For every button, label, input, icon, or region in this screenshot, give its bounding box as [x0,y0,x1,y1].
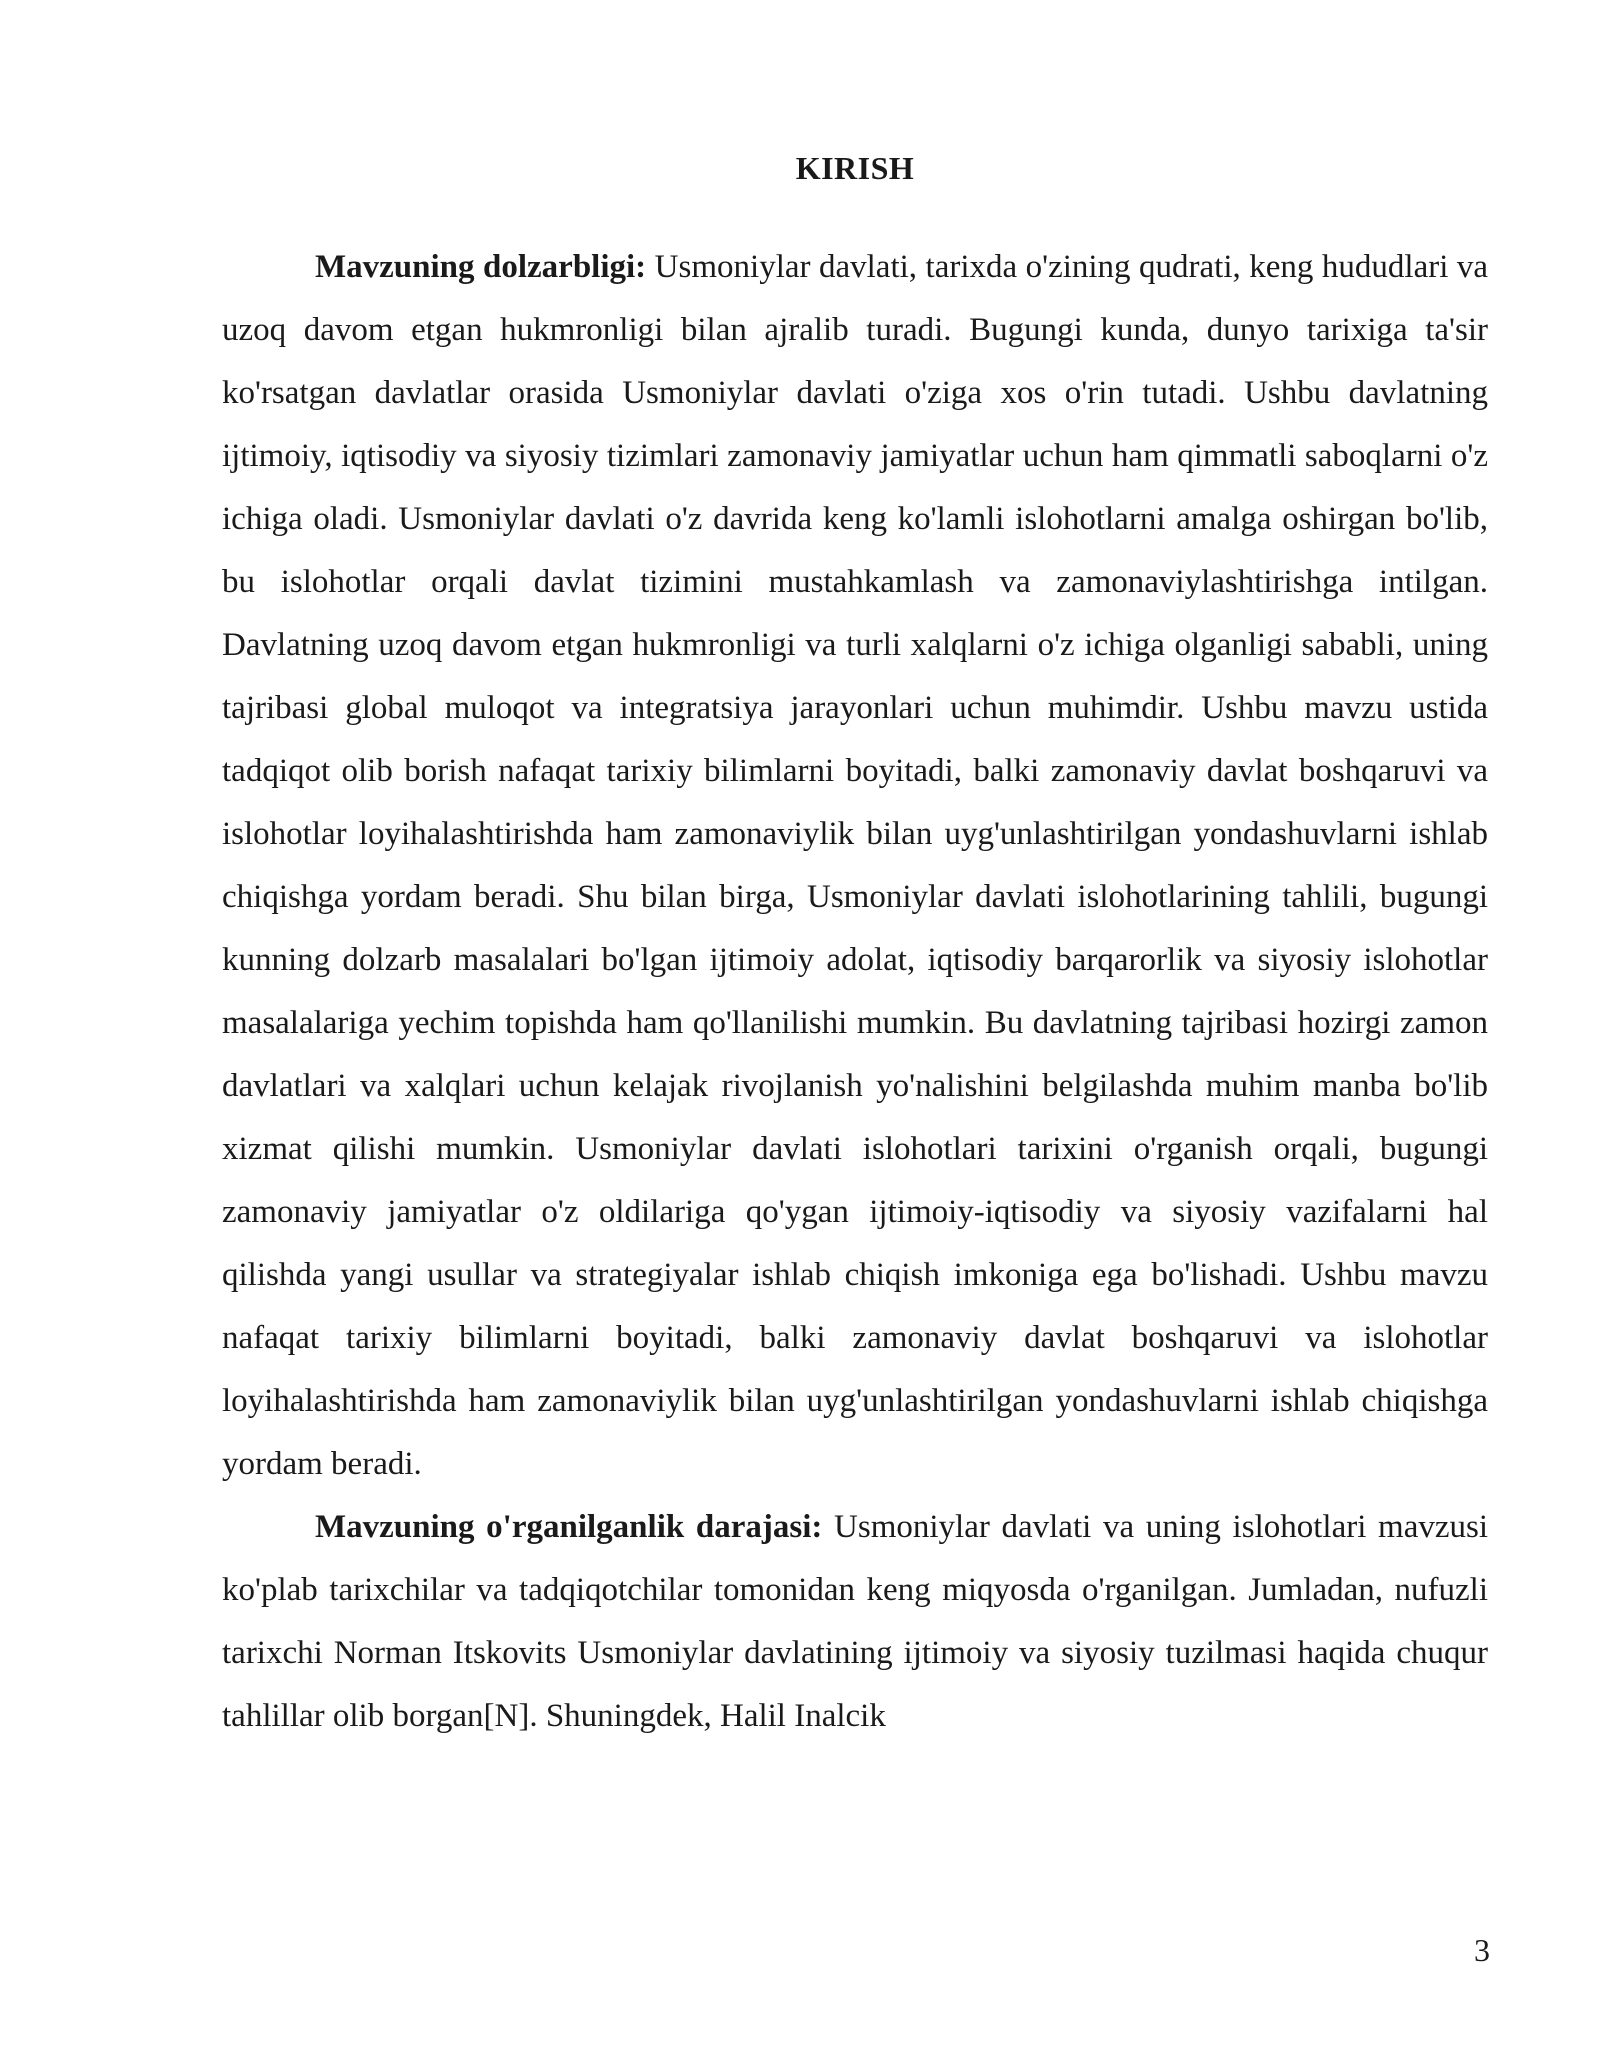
page-title: KIRISH [795,150,915,186]
body-text [222,236,1488,1748]
paragraph-lead: Mavzuning o'rganilganlik darajasi: [315,1509,823,1545]
paragraph-relevance [222,236,1488,1496]
paragraph-body: Usmoniylar davlati va uning islohotlari mavzusi ko'plab tarixchilar va tadqiqotchilar tomonidan keng miqyosda o'rganilgan. Jumladan, nufuzli tarixchi Norman Itskovits Usmoniylar davlatining ijtimoiy va siyosiy tuzilmasi haqida chuqur tahlillar olib borgan[N]. Shuningdek, Halil Inalcik [222,1509,1489,1734]
paragraph-lead: Mavzuning dolzarbligi: [315,249,647,285]
paragraph-study-level [222,1496,1488,1748]
paragraph-body: Usmoniylar davlati, tarixda o'zining qudrati, keng hududlari va uzoq davom etgan hukmronligi bilan ajralib turadi. Bugungi kunda, dunyo tarixiga ta'sir ko'rsatgan davlatlar orasida Usmoniylar davlati o'ziga xos o'rin tutadi. Ushbu davlatning ijtimoiy, iqtisodiy va siyosiy tizimlari zamonaviy jamiyatlar uchun ham qimmatli saboqlarni o'z ichiga oladi. Usmoniylar davlati o'z davrida keng ko'lamli islohotlarni amalga oshirgan bo'lib, bu islohotlar orqali davlat tizimini mustahkamlash va zamonaviylashtirishga intilgan. Davlatning uzoq davom etgan hukmronligi va turli xalqlarni o'z ichiga olganligi sababli, uning tajribasi global muloqot va integratsiya jarayonlari uchun muhimdir. Ushbu mavzu ustida tadqiqot olib borish nafaqat tarixiy bilimlarni boyitadi, balki zamonaviy davlat boshqaruvi va islohotlar loyihalashtirishda ham zamonaviylik bilan uyg'unlashtirilgan yondashuvlarni ishlab chiqishga yordam beradi. Shu bilan birga, Usmoniylar davlati islohotlarining tahlili, bugungi kunning dolzarb masalalari bo'lgan ijtimoiy adolat, iqtisodiy barqarorlik va siyosiy islohotlar masalalariga yechim topishda ham qo'llanilishi mumkin. Bu davlatning tajribasi hozirgi zamon davlatlari va xalqlari uchun kelajak rivojlanish yo'nalishini belgilashda muhim manba bo'lib xizmat qilishi mumkin. Usmoniylar davlati islohotlari tarixini o'rganish orqali, bugungi zamonaviy jamiyatlar o'z oldilariga qo'ygan ijtimoiy-iqtisodiy va siyosiy vazifalarni hal qilishda yangi usullar va strategiyalar ishlab chiqish imkoniga ega bo'lishadi. Ushbu mavzu nafaqat tarixiy bilimlarni boyitadi, balki zamonaviy davlat boshqaruvi va islohotlar loyihalashtirishda ham zamonaviylik bilan uyg'unlashtirilgan yondashuvlarni ishlab chiqishga yordam beradi. [222,249,1489,1482]
page-number: 3 [1474,1932,1490,1968]
